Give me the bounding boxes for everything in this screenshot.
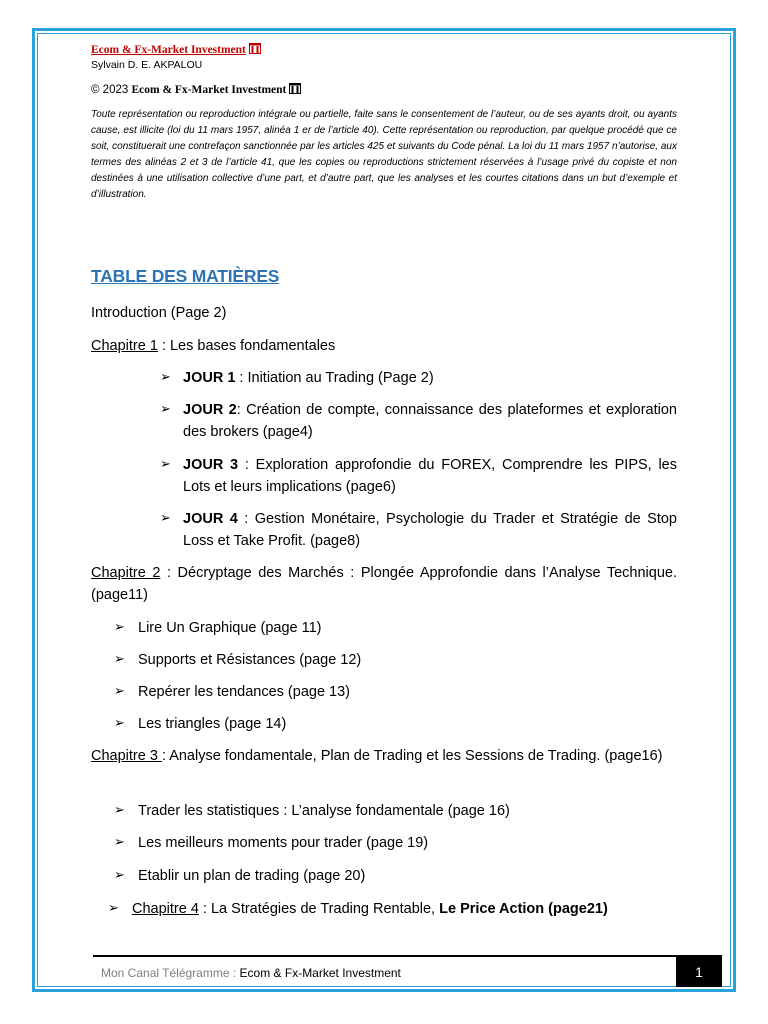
jour-2-text: : Création de compte, connaissance des plateformes et exploration des brokers (page4) (183, 402, 677, 440)
building-icon (289, 83, 301, 94)
copyright-brand: Ecom & Fx-Market Investment (131, 84, 287, 96)
toc-chapter-3[interactable] (91, 745, 677, 767)
footer-channel (101, 966, 401, 980)
arrow-bullet-icon: ➢ (108, 900, 119, 915)
brand-title-text: Ecom & Fx-Market Investment (91, 44, 246, 56)
chapter-4-label: Chapitre 4 (132, 901, 199, 917)
legal-notice: Toute représentation ou reproduction intégrale ou partielle, faite sans le consentement de l’auteur, ou de ses ayants droit, ou ayants cause, est illicite (loi du 11 mars 1957, alinéa 1 er de l’article 40). Cette représentation ou reproduction, par quelque procédé que ce soit, constituerait une contrefaçon sanctionnée par les articles 425 et suivants du Code pénal. La loi du 11 mars 1957 n’autorise, aux termes des alinéas 2 et 3 de l’article 41, que les copies ou reproductions strictement réservées à l’usage privé du copiste et non destinées à une utilisation collective d’une part, et d’autre part, que les analyses et les courtes citations dans un but d’exemple et d’illustration. (91, 109, 677, 200)
toc-ch2-item[interactable]: Repérer les tendances (page 13) (138, 684, 350, 700)
chapter-2-title: : Décryptage des Marchés : Plongée Approfondie dans l’Analyse Technique. (page11) (91, 565, 677, 603)
arrow-bullet-icon: ➢ (114, 715, 125, 730)
copyright-year: © 2023 (91, 84, 129, 96)
building-icon (249, 43, 261, 54)
arrow-bullet-icon: ➢ (114, 683, 125, 698)
chapter-1-title: : Les bases fondamentales (157, 338, 336, 354)
jour-4-label: JOUR 4 (183, 511, 238, 527)
page-number: 1 (676, 957, 722, 987)
jour-1-text: : Initiation au Trading (Page 2) (235, 370, 434, 386)
toc-jour-2[interactable] (183, 399, 677, 443)
footer-divider (93, 955, 722, 957)
toc-chapter-1[interactable] (91, 335, 677, 357)
arrow-bullet-icon: ➢ (160, 369, 171, 384)
arrow-bullet-icon: ➢ (114, 802, 125, 817)
chapter-2-label: Chapitre 2 (91, 565, 161, 581)
toc-ch3-item[interactable]: Etablir un plan de trading (page 20) (138, 868, 366, 884)
toc-introduction[interactable]: Introduction (Page 2) (91, 305, 227, 321)
toc-jour-1[interactable] (183, 367, 677, 389)
author-name: Sylvain D. E. AKPALOU (91, 59, 203, 71)
arrow-bullet-icon: ➢ (114, 867, 125, 882)
jour-4-text: : Gestion Monétaire, Psychologie du Trader et Stratégie de Stop Loss et Take Profit. (page8) (183, 511, 677, 549)
chapter-3-label: Chapitre 3 (91, 748, 162, 764)
chapter-4-price-action: Le Price Action (page21) (439, 901, 608, 917)
brand-title (91, 43, 677, 58)
chapter-3-title: : Analyse fondamentale, Plan de Trading et les Sessions de Trading. (page16) (161, 748, 663, 764)
toc-ch3-item[interactable]: Trader les statistiques : L’analyse fondamentale (page 16) (138, 803, 510, 819)
toc-jour-3[interactable] (183, 454, 677, 498)
toc-ch2-item[interactable]: Supports et Résistances (page 12) (138, 652, 362, 668)
chapter-1-label: Chapitre 1 (91, 338, 158, 354)
toc-ch2-item[interactable]: Lire Un Graphique (page 11) (138, 620, 322, 636)
jour-1-label: JOUR 1 (183, 370, 236, 386)
chapter-4-title: : La Stratégies de Trading Rentable, (198, 901, 440, 917)
toc-chapter-4[interactable] (132, 898, 677, 920)
footer-brand[interactable]: Ecom & Fx-Market Investment (239, 966, 401, 980)
toc-jour-4[interactable] (183, 508, 677, 552)
jour-2-label: JOUR 2 (183, 402, 237, 418)
copyright-line (91, 83, 677, 98)
toc-ch3-item[interactable]: Les meilleurs moments pour trader (page 19) (138, 835, 429, 851)
arrow-bullet-icon: ➢ (160, 456, 171, 471)
arrow-bullet-icon: ➢ (160, 510, 171, 525)
arrow-bullet-icon: ➢ (114, 834, 125, 849)
arrow-bullet-icon: ➢ (114, 651, 125, 666)
toc-ch2-item[interactable]: Les triangles (page 14) (138, 716, 287, 732)
toc-chapter-2[interactable] (91, 562, 677, 606)
toc-title: TABLE DES MATIÈRES (91, 266, 280, 286)
document-header (91, 43, 677, 203)
arrow-bullet-icon: ➢ (160, 401, 171, 416)
jour-3-label: JOUR 3 (183, 457, 239, 473)
arrow-bullet-icon: ➢ (114, 619, 125, 634)
footer-prefix: Mon Canal Télégramme : (101, 966, 240, 980)
jour-3-text: : Exploration approfondie du FOREX, Comprendre les PIPS, les Lots et leurs implications (page6) (183, 457, 677, 495)
